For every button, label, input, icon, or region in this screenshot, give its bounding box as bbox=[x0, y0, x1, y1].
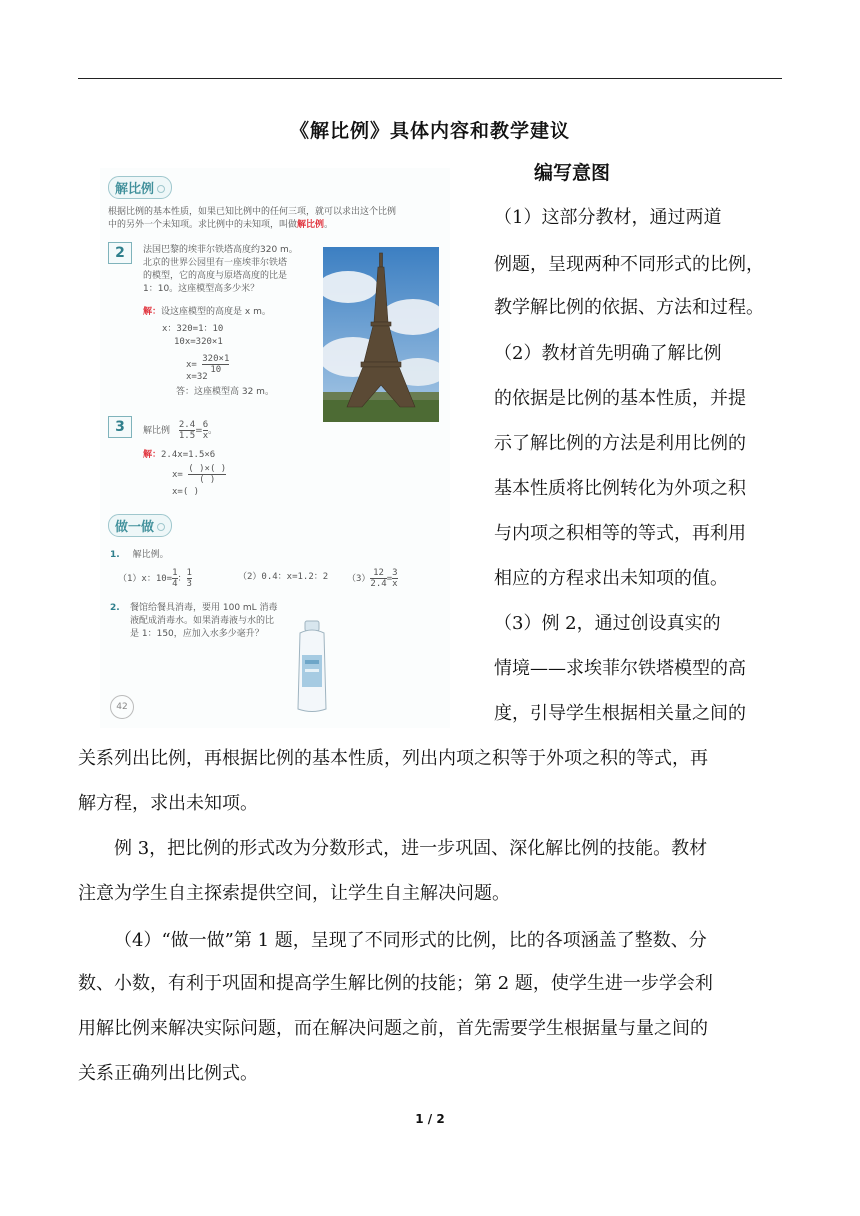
right-para-line: 的依据是比例的基本性质，并提 bbox=[494, 388, 746, 409]
right-para-line: 情境——求埃菲尔铁塔模型的高 bbox=[494, 658, 746, 679]
eiffel-tower-photo bbox=[323, 247, 439, 422]
example-2-let: 解：设这座模型的高度是 x m。 bbox=[143, 307, 271, 317]
body-line: 关系正确列出比例式。 bbox=[78, 1063, 258, 1084]
example-2-text: 法国巴黎的埃菲尔铁塔高度约320 m。 北京的世界公园里有一座埃菲尔铁塔 的模型，它的高度与原塔高度的比是 1：10。这座模型高多少米？ bbox=[143, 245, 298, 294]
right-para-line: 与内项之积相等的等式，再利用 bbox=[494, 523, 746, 544]
body-line: 注意为学生自主探索提供空间，让学生自主解决问题。 bbox=[78, 883, 510, 904]
practice-1-prompt: 1. 解比例。 bbox=[110, 550, 169, 560]
example-3-step-2: x= ( )×( ) ( ) bbox=[172, 464, 227, 485]
example-2-step-2: 10x=320×1 bbox=[174, 337, 223, 347]
textbook-page-image bbox=[100, 168, 450, 728]
right-para-line: 基本性质将比例转化为外项之积 bbox=[494, 478, 746, 499]
example-2-number: 2 bbox=[108, 242, 132, 264]
document-title: 《解比例》具体内容和教学建议 bbox=[289, 120, 570, 142]
disinfectant-bottle-image bbox=[290, 619, 334, 715]
example-3-number: 3 bbox=[108, 416, 132, 438]
example-2-answer: 答：这座模型高 32 m。 bbox=[176, 387, 274, 397]
practice-1-item-3: （3） $\frac{12}{2.4}$ = $\frac{3}{x}$ bbox=[347, 568, 398, 589]
right-para-line: 示了解比例的方法是利用比例的 bbox=[494, 433, 746, 454]
example-3-step-3: x=( ) bbox=[172, 487, 200, 497]
definition-line-2: 中的另外一个未知项。求比例中的未知项，叫做解比例。 bbox=[108, 220, 334, 230]
definition-line-1: 根据比例的基本性质，如果已知比例中的任何三项，就可以求出这个比例 bbox=[108, 207, 397, 217]
body-line: 用解比例来解决实际问题，而在解决问题之前，首先需要学生根据量与量之间的 bbox=[78, 1018, 708, 1039]
practice-2-prompt: 2. bbox=[110, 603, 120, 613]
right-para-line: 度，引导学生根据相关量之间的 bbox=[494, 703, 746, 724]
section-title: 编写意图 bbox=[534, 162, 611, 184]
body-line: 关系列出比例，再根据比例的基本性质，列出内项之积等于外项之积的等式，再 bbox=[78, 748, 708, 769]
lesson-heading-badge: 解比例 bbox=[108, 176, 172, 199]
textbook-page-number: 42 bbox=[110, 695, 134, 719]
right-para-line: （3）例 2，通过创设真实的 bbox=[494, 613, 721, 634]
example-3-step-1: 解：2.4x=1.5×6 bbox=[143, 450, 216, 460]
right-para-line: （1）这部分教材，通过两道 bbox=[494, 207, 722, 228]
example-3-problem: 解比例 $\frac{2.4}{1.5}$ = $\frac{6}{x}$ 。 bbox=[143, 420, 218, 441]
practice-1-item-1: （1）x：10= $\frac{1}{4}$ ： $\frac{1}{3}$ bbox=[118, 568, 192, 589]
practice-heading-badge: 做一做 bbox=[108, 514, 172, 537]
example-2-step-1: x：320=1：10 bbox=[162, 324, 224, 334]
example-2-step-3: x= $\frac{320\times 1}{10}$ bbox=[186, 354, 230, 375]
practice-1-item-2: （2）0.4：x=1.2：2 bbox=[238, 572, 329, 582]
body-line: 数、小数，有利于巩固和提高学生解比例的技能；第 2 题，使学生进一步学会利 bbox=[78, 973, 713, 994]
page-footer: 1 / 2 bbox=[415, 1112, 445, 1126]
practice-2-text: 餐馆给餐具消毒，要用 100 mL 消毒 液配成消毒水。如果消毒液与水的比 是 1：150，应加入水多少毫升？ bbox=[130, 603, 278, 639]
body-line: （4）“做一做”第 1 题，呈现了不同形式的比例，比的各项涵盖了整数、分 bbox=[114, 930, 707, 951]
right-para-line: （2）教材首先明确了解比例 bbox=[494, 343, 722, 364]
right-para-line: 教学解比例的依据、方法和过程。 bbox=[494, 297, 764, 318]
body-line: 例 3，把比例的形式改为分数形式，进一步巩固、深化解比例的技能。教材 bbox=[114, 838, 708, 859]
example-2-step-4: x=32 bbox=[186, 372, 208, 382]
body-line: 解方程，求出未知项。 bbox=[78, 793, 258, 814]
right-para-line: 例题，呈现两种不同形式的比例， bbox=[494, 254, 764, 275]
right-para-line: 相应的方程求出未知项的值。 bbox=[494, 568, 728, 589]
header-rule bbox=[78, 78, 782, 79]
